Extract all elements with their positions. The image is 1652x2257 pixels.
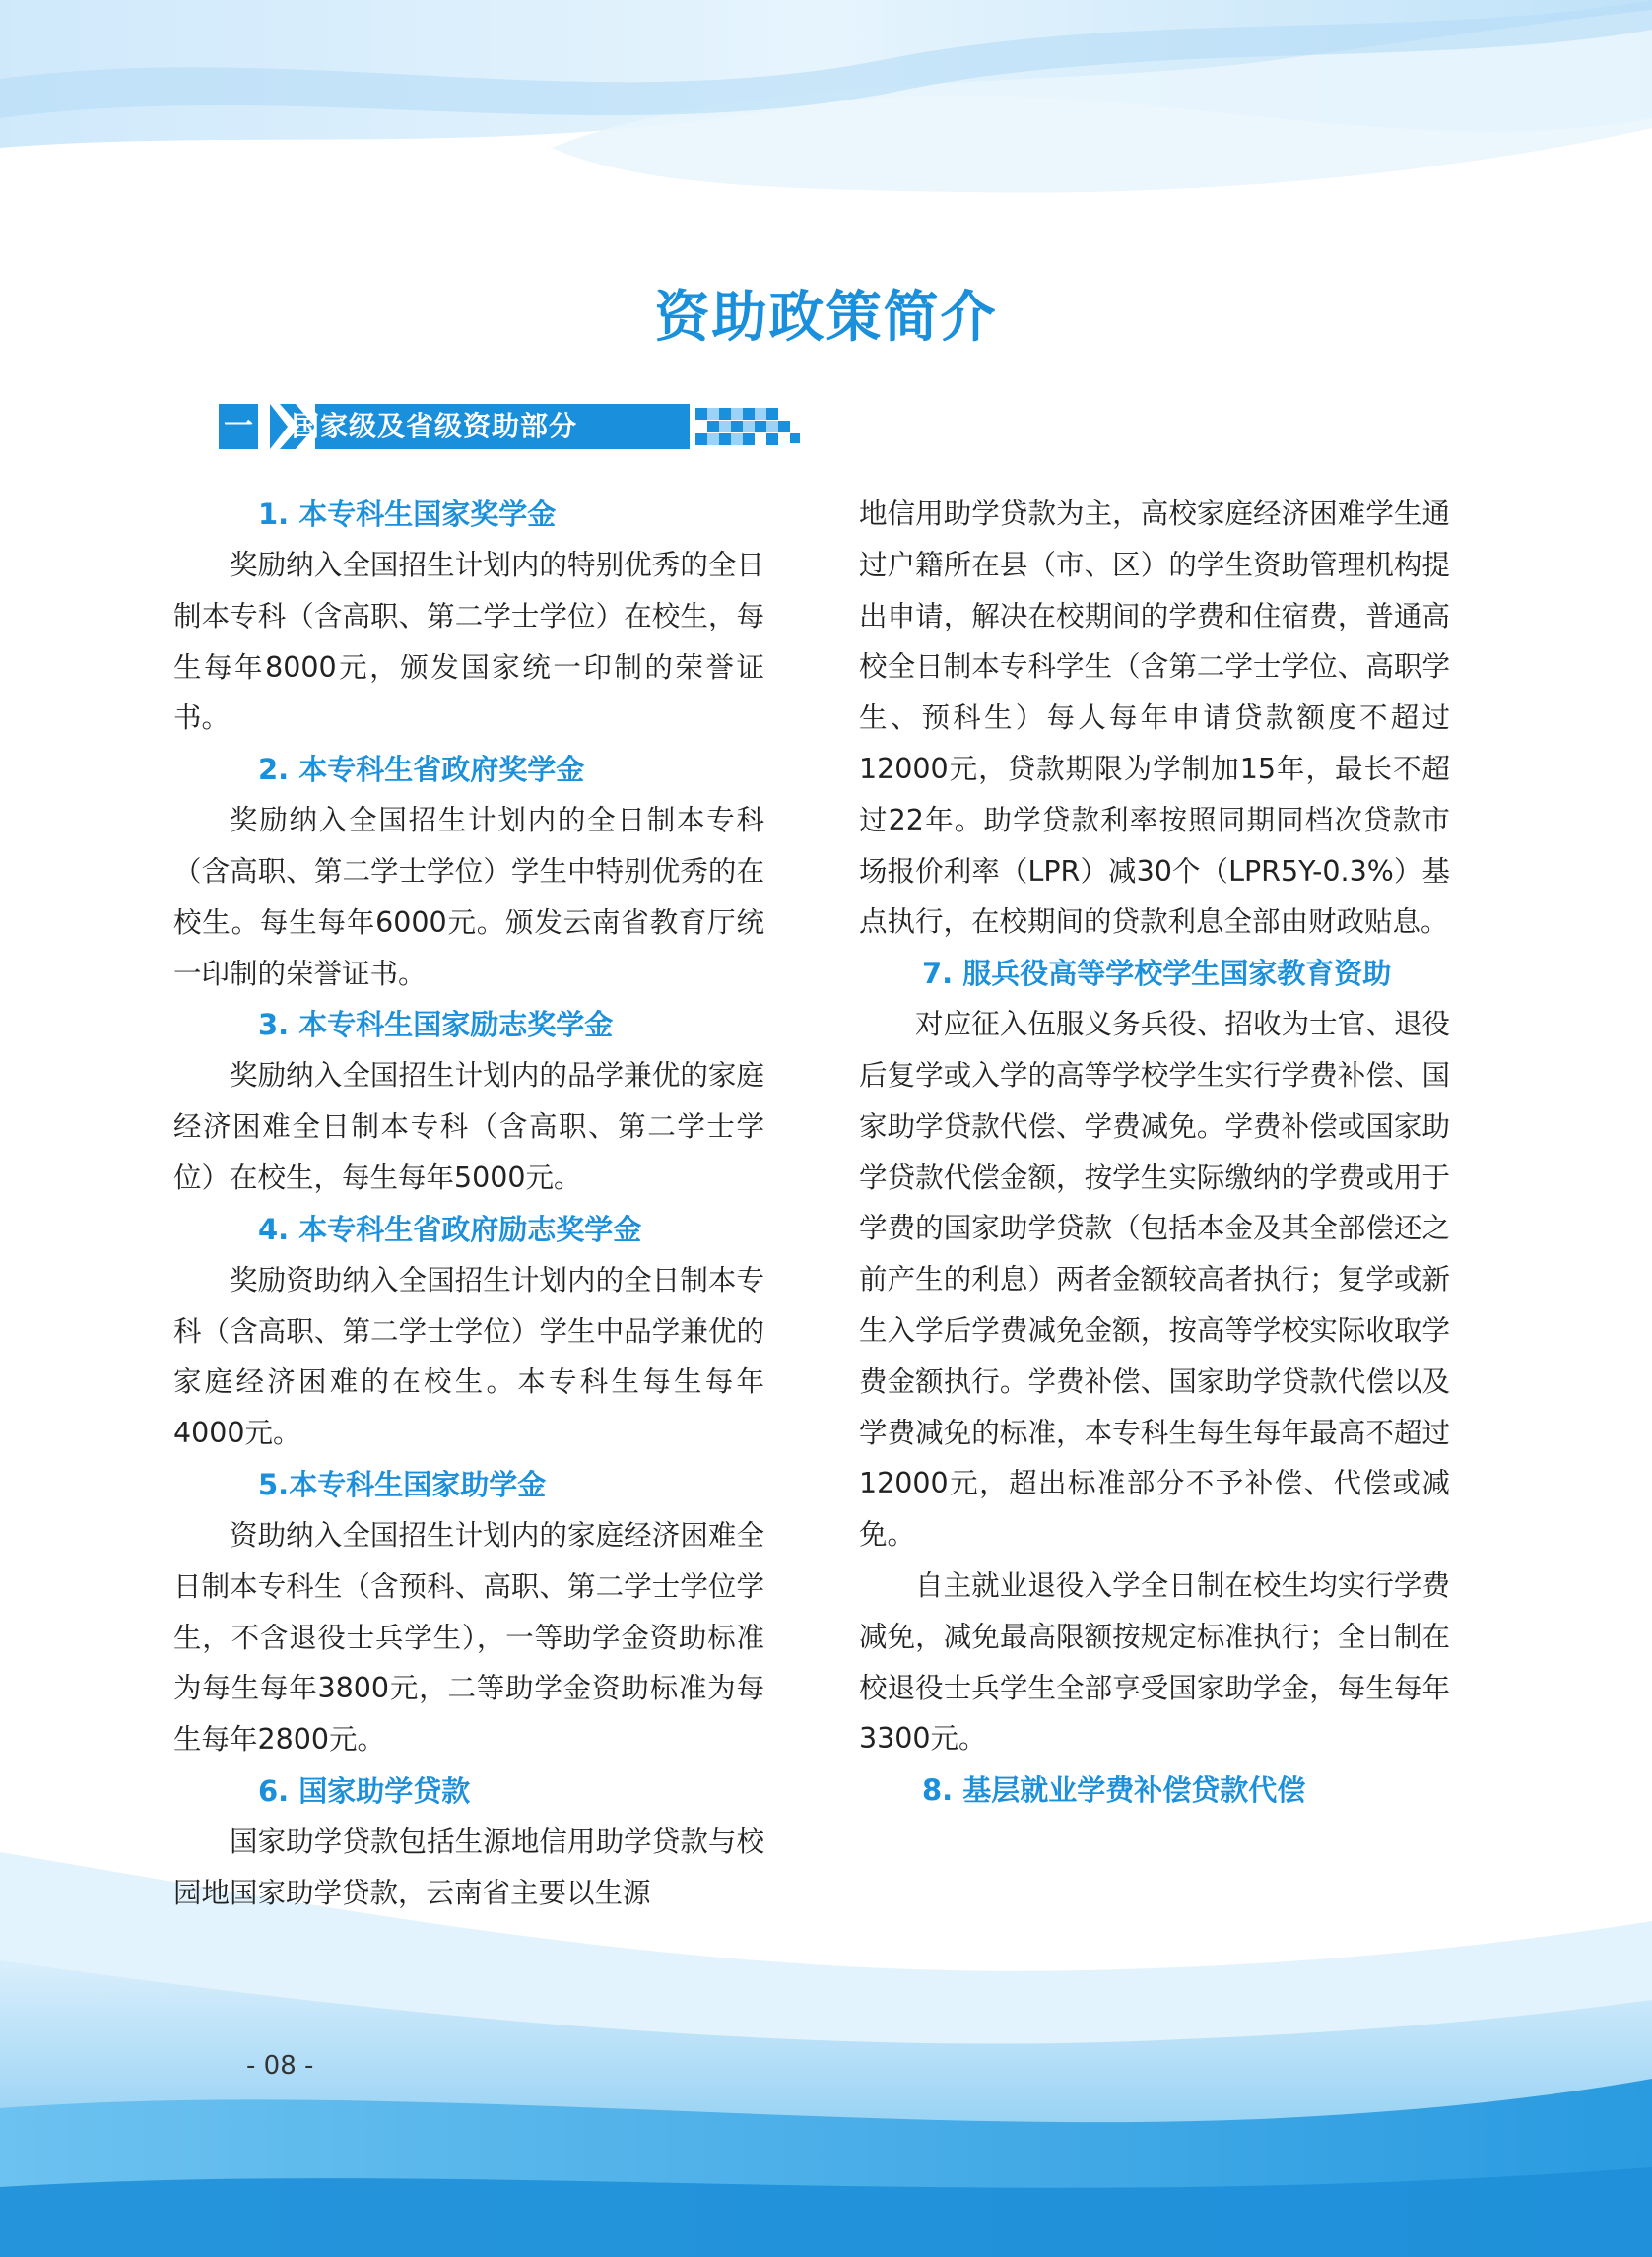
policy-heading: 8. 基层就业学费补偿贷款代偿 bbox=[922, 1773, 1306, 1808]
policy-text: 奖励纳入全国招生计划内的品学兼优的家庭经济困难全日制本专科（含高职、第二学士学位）在校生，每生每年5000元。 bbox=[173, 1059, 764, 1194]
policy-heading: 7. 服兵役高等学校学生国家教育资助 bbox=[922, 957, 1392, 991]
policy-item bbox=[173, 489, 764, 744]
policy-item bbox=[173, 744, 764, 999]
policy-item bbox=[173, 1459, 764, 1765]
left-column bbox=[173, 489, 764, 1919]
policy-heading: 4. 本专科生省政府励志奖学金 bbox=[258, 1212, 642, 1246]
policy-item bbox=[173, 1765, 764, 1919]
policy-text: 自主就业退役入学全日制在校生均实行学费减免，减免最高限额按规定标准执行；全日制在校退役士兵学生全部享受国家助学金，每生每年3300元。 bbox=[859, 1568, 1450, 1756]
policy-item bbox=[859, 1764, 1450, 1816]
right-column bbox=[859, 489, 1450, 1816]
page-title: 资助政策简介 bbox=[654, 286, 998, 350]
policy-text: 奖励资助纳入全国招生计划内的全日制本专科（含高职、第二学士学位）学生中品学兼优的家庭经济困难的在校生。本专科生每生每年4000元。 bbox=[173, 1263, 764, 1450]
section-label: 国家级及省级资助部分 bbox=[292, 410, 578, 442]
section-number: 一 bbox=[224, 409, 253, 443]
policy-heading: 6. 国家助学贷款 bbox=[258, 1773, 471, 1808]
policy-text: 奖励纳入全国招生计划内的全日制本专科（含高职、第二学士学位）学生中特别优秀的在校生。每生每年6000元。颁发云南省教育厅统一印制的荣誉证书。 bbox=[173, 804, 764, 990]
policy-text: 国家助学贷款包括生源地信用助学贷款与校园地国家助学贷款，云南省主要以生源 bbox=[173, 1825, 764, 1909]
policy-heading: 3. 本专科生国家励志奖学金 bbox=[258, 1008, 614, 1042]
policy-text: 资助纳入全国招生计划内的家庭经济困难全日制本专科生（含预科、高职、第二学士学位学生，不含退役士兵学生），一等助学金资助标准为每生每年3800元，二等助学金资助标准为每生每年2800元。 bbox=[173, 1518, 764, 1757]
policy-item bbox=[859, 948, 1450, 1764]
section-header-bar bbox=[219, 404, 790, 449]
policy-item bbox=[173, 1204, 764, 1459]
policy-heading: 5.本专科生国家助学金 bbox=[258, 1467, 547, 1501]
policy-text: 对应征入伍服义务兵役、招收为士官、退役后复学或入学的高等学校学生实行学费补偿、国家助学贷款代偿、学费减免。学费补偿或国家助学贷款代偿金额，按学生实际缴纳的学费或用于学费的国家助学贷款（包括本金及其全部偿还之前产生的利息）两者金额较高者执行；复学或新生入学后学费减免金额，按高等学校实际收取学费金额执行。学费补偿、国家助学贷款代偿以及学费减免的标准，本专科生每生每年最高不超过12000元，超出标准部分不予补偿、代偿或减免。 bbox=[859, 1008, 1450, 1552]
page-number: - 08 - bbox=[246, 2051, 314, 2081]
policy-item bbox=[173, 999, 764, 1203]
policy-text: 奖励纳入全国招生计划内的特别优秀的全日制本专科（含高职、第二学士学位）在校生，每生每年8000元，颁发国家统一印制的荣誉证书。 bbox=[173, 549, 764, 735]
policy-heading: 1. 本专科生国家奖学金 bbox=[258, 498, 557, 531]
policy-text-continuation: 地信用助学贷款为主，高校家庭经济困难学生通过户籍所在县（市、区）的学生资助管理机构提出申请，解决在校期间的学费和住宿费，普通高校全日制本专科学生（含第二学士学位、高职学生、预科生）每人每年申请贷款额度不超过12000元，贷款期限为学制加15年，最长不超过22年。助学贷款利率按照同期同档次贷款市场报价利率（LPR）减30个（LPR5Y-0.3%）基点执行，在校期间的贷款利息全部由财政贴息。 bbox=[859, 498, 1450, 939]
policy-heading: 2. 本专科生省政府奖学金 bbox=[258, 753, 585, 787]
